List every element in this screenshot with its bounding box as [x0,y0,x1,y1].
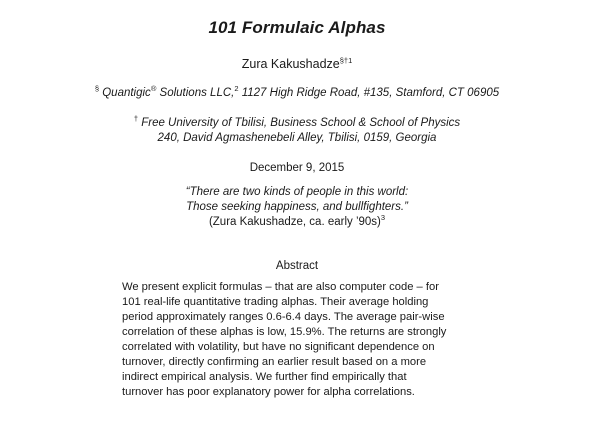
epigraph-line-1: “There are two kinds of people in this world: [185,186,409,198]
affiliation-2-name: Free University of Tbilisi, Business School & School of Physics [138,117,461,129]
abstract-line: turnover, directly confirming an earlier result based on a more [122,356,427,368]
author-marks: §†1 [339,55,353,65]
author-line [0,57,594,71]
epigraph-footnote-mark: 3 [380,213,386,223]
affiliation-1 [0,84,594,99]
abstract-line: correlated with volatility, but have no significant dependence on [122,341,435,353]
affiliation-1-name: Quantigic [99,87,151,99]
paper-title: 101 Formulaic Alphas [208,18,386,37]
registered-mark: ® [150,84,157,94]
affiliation-1-address: 1127 High Ridge Road, #135, Stamford, CT 06905 [238,87,500,99]
epigraph-line-2: Those seeking happiness, and bullfighters.” [186,201,408,213]
affiliation-2-mark: † [133,114,139,124]
abstract-line: correlation of these alphas is low, 15.9%. The returns are strongly [122,326,447,338]
abstract-line: 101 real-life quantitative trading alphas. Their average holding [122,296,429,308]
affiliation-1-footnote-mark: 2 [234,84,239,94]
abstract-line: indirect empirical analysis. We further find empirically that [122,371,407,383]
epigraph-attribution-text: (Zura Kakushadze, ca. early ’90s) [208,216,381,228]
affiliation-2-line-2: 240, David Agmashenebeli Alley, Tbilisi, 0159, Georgia [157,132,437,144]
abstract-body [122,280,474,400]
epigraph-attribution [0,213,594,228]
paper-date: December 9, 2015 [249,162,345,174]
abstract-line: period approximately ranges 0.6-6.4 days. The average pair-wise [122,311,445,323]
abstract-line: turnover has poor explanatory power for alpha correlations. [122,386,415,398]
affiliation-1-company: Solutions LLC, [156,87,235,99]
affiliation-1-mark: § [94,84,100,94]
affiliation-2-line-1 [0,114,594,129]
abstract-line: We present explicit formulas – that are also computer code – for [122,281,439,293]
abstract-heading: Abstract [275,260,319,272]
author-name: Zura Kakushadze [241,57,340,71]
